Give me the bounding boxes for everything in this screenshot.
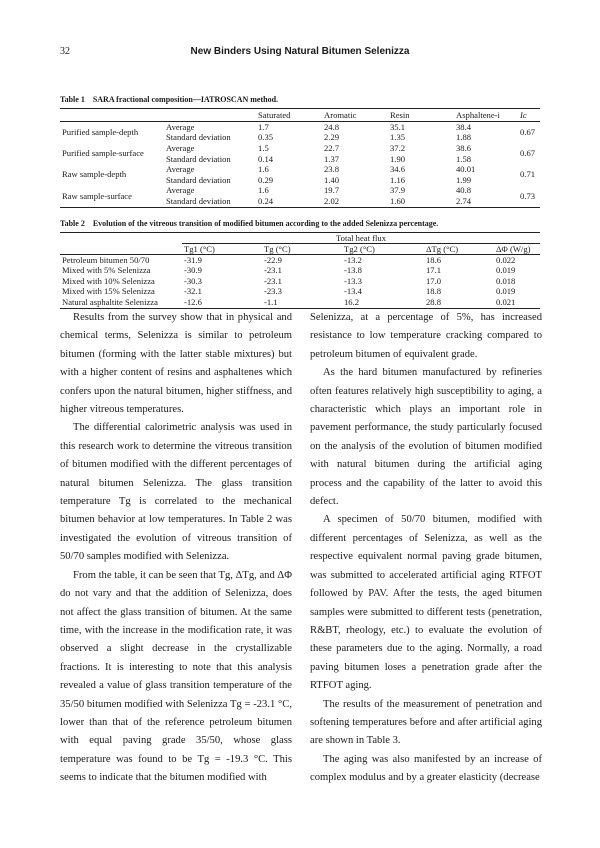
saturated-value: 1.6 [258, 185, 269, 196]
saturated-value: 1.5 [258, 142, 269, 153]
delta-phi-value: 0.019 [496, 286, 516, 297]
tg2-value: 16.2 [344, 296, 360, 307]
statistic-label: Standard deviation [166, 195, 231, 206]
body-paragraph: A specimen of 50/70 bitumen, modified with different percentages of Selenizza, as well as the respective equivalent normal paving grade bitumen, was submitted to accelerated artificial aging RTFOT followed by PAV. After the tests, the aged bitumen samples were submitted to different tests (penetration, R&BT, rheology, etc.) to evaluate the evolution of these parameters due to the aging. Normally, a road paving bitumen loses a penetration grade after the RTFOT aging. [310, 514, 542, 692]
table1-header-row [60, 109, 540, 122]
aromatic-value: 24.8 [324, 121, 340, 132]
statistic-label: Average [166, 164, 195, 175]
statistic-label: Standard deviation [166, 153, 231, 164]
col-resin: Resin [390, 109, 410, 120]
delta-tg-value: 18.8 [426, 286, 442, 297]
vitreous-transition-table [60, 232, 540, 309]
table1-caption [60, 95, 278, 105]
sample-name: Purified sample-depth [62, 127, 139, 138]
sample-name: Mixed with 5% Selenizza [62, 265, 151, 276]
resin-value: 1.60 [390, 195, 406, 206]
resin-value: 35.1 [390, 121, 406, 132]
aromatic-value: 2.29 [324, 132, 340, 143]
table-row [60, 122, 540, 133]
delta-phi-value: 0.019 [496, 265, 516, 276]
col-tg: Tg (°C) [264, 243, 291, 254]
statistic-label: Standard deviation [166, 132, 231, 143]
tg2-value: -13.2 [344, 254, 362, 265]
body-paragraph: As the hard bitumen manufactured by refineries often features relatively high susceptibility to aging, a characteristic which plays an important role in pavement performance, the study particularly focused on the analysis of the evolution of bitumen modified with natural bitumen during the artificial aging process and the capability of the latter to avoid this defect. [310, 367, 542, 508]
body-paragraph: From the table, it can be seen that Tg, ΔTg, and ΔΦ do not vary and that the addition of Selenizza, does not affect the glass transition of bitumen. At the same time, with the increase in the modification rate, it was observed a slight decrease in the crystallizable fractions. It is interesting to note that this analysis revealed a value of glass transition temperature of the 35/50 bitumen modified with Selenizza Tg = -23.1 °C, lower than that of the reference petroleum bitumen with equal paving grade 35/50, whose glass temperature was found to be Tg = -19.3 °C. This seems to indicate that the bitumen modified with [60, 569, 292, 784]
page-number: 32 [60, 46, 70, 57]
saturated-value: 1.7 [258, 121, 269, 132]
aromatic-value: 2.02 [324, 195, 340, 206]
asphaltene-value: 38.4 [456, 121, 472, 132]
sample-name: Purified sample-surface [62, 148, 144, 159]
table1-label: Table 1 [60, 95, 85, 104]
table-row [60, 255, 540, 266]
table-row [60, 164, 540, 175]
sample-name: Mixed with 15% Selenizza [62, 286, 155, 297]
table2-caption [60, 219, 438, 229]
table-row [60, 143, 540, 154]
tg-value: -23.3 [264, 286, 282, 297]
resin-value: 37.2 [390, 142, 406, 153]
ic-value: 0.71 [520, 169, 536, 180]
body-paragraph: The results of the measurement of penetration and softening temperatures before and after artificial aging are shown in Table 3. [310, 698, 542, 747]
sample-name: Mixed with 10% Selenizza [62, 275, 155, 286]
ic-value: 0.73 [520, 190, 536, 201]
tg2-value: -13.4 [344, 286, 362, 297]
table1-caption-text: SARA fractional composition—IATROSCAN method. [92, 95, 279, 104]
asphaltene-value: 40.8 [456, 185, 472, 196]
tg-value: -22.9 [264, 254, 282, 265]
saturated-value: 1.6 [258, 164, 269, 175]
sara-table [60, 108, 540, 208]
aromatic-value: 19.7 [324, 185, 340, 196]
resin-value: 1.35 [390, 132, 406, 143]
body-paragraph: The differential calorimetric analysis was used in this research work to determine the vitreous transition of bitumen modified with the different percentages of natural bitumen Selenizza. The glass transition temperature Tg is correlated to the mechanical bitumen behavior at low temperatures. In Table 2 was investigated the evolution of vitreous transition of 50/70 samples modified with Selenizza. [60, 422, 292, 563]
resin-value: 34.6 [390, 164, 406, 175]
aromatic-value: 22.7 [324, 142, 340, 153]
body-paragraph: The aging was also manifested by an increase of complex modulus and by a greater elasticity (decrease [310, 753, 542, 784]
delta-tg-value: 28.8 [426, 296, 442, 307]
table2-label: Table 2 [60, 219, 85, 228]
saturated-value: 0.24 [258, 195, 274, 206]
body-column-left [60, 309, 292, 788]
group-header-total-heat-flux: Total heat flux [182, 233, 540, 244]
table-row [60, 297, 540, 308]
col-tg1: Tg1 (°C) [184, 243, 215, 254]
asphaltene-value: 2.74 [456, 195, 472, 206]
page-header [60, 46, 540, 60]
asphaltene-value: 38.6 [456, 142, 472, 153]
asphaltene-value: 1.88 [456, 132, 472, 143]
tg-value: -1.1 [264, 296, 278, 307]
delta-tg-value: 18.6 [426, 254, 442, 265]
body-paragraph: Results from the survey show that in physical and chemical terms, Selenizza is similar to petroleum bitumen (forming with the latter stable mixtures) but with a higher content of resins and asphaltenes which confers upon the natural bitumen, higher stiffness, and higher vitreous temperatures. [60, 312, 292, 416]
statistic-label: Average [166, 185, 195, 196]
saturated-value: 0.35 [258, 132, 274, 143]
ic-value: 0.67 [520, 127, 536, 138]
body-paragraph: Selenizza, at a percentage of 5%, has increased resistance to low temperature cracking compared to petroleum bitumen of equivalent grade. [310, 312, 542, 360]
asphaltene-value: 40.01 [456, 164, 476, 175]
tg1-value: -30.3 [184, 275, 202, 286]
delta-phi-value: 0.018 [496, 275, 516, 286]
aromatic-value: 1.40 [324, 174, 340, 185]
aromatic-value: 1.37 [324, 153, 340, 164]
ic-value: 0.67 [520, 148, 536, 159]
resin-value: 37.9 [390, 185, 406, 196]
col-aromatic: Aromatic [324, 109, 357, 120]
sample-name: Raw sample-depth [62, 169, 127, 180]
tg-value: -23.1 [264, 275, 282, 286]
asphaltene-value: 1.58 [456, 153, 472, 164]
table2-header-row [60, 244, 540, 255]
col-delta-tg: ΔTg (°C) [426, 243, 459, 254]
delta-tg-value: 17.0 [426, 275, 442, 286]
tg2-value: -13.8 [344, 265, 362, 276]
col-ic: Ic [520, 109, 527, 120]
saturated-value: 0.14 [258, 153, 274, 164]
statistic-label: Standard deviation [166, 174, 231, 185]
running-title: New Binders Using Natural Bitumen Selenizza [190, 46, 410, 57]
tg1-value: -31.9 [184, 254, 202, 265]
table-row [60, 287, 540, 298]
sample-name: Petroleum bitumen 50/70 [62, 254, 150, 265]
col-delta-phi: ΔΦ (W/g) [496, 243, 531, 254]
col-asphaltene: Asphaltene-i [456, 109, 500, 120]
table-row [60, 266, 540, 277]
table-row [60, 276, 540, 287]
aromatic-value: 23.8 [324, 164, 340, 175]
saturated-value: 0.29 [258, 174, 274, 185]
asphaltene-value: 1.99 [456, 174, 472, 185]
table1-body [60, 122, 540, 208]
delta-phi-value: 0.022 [496, 254, 516, 265]
statistic-label: Average [166, 142, 195, 153]
tg1-value: -12.6 [184, 296, 202, 307]
table2-group-row [60, 233, 540, 244]
body-column-right [310, 309, 542, 788]
col-saturated: Saturated [258, 109, 291, 120]
tg1-value: -30.9 [184, 265, 202, 276]
resin-value: 1.90 [390, 153, 406, 164]
sample-name: Natural asphaltite Selenizza [62, 296, 158, 307]
resin-value: 1.16 [390, 174, 406, 185]
delta-phi-value: 0.021 [496, 296, 516, 307]
col-tg2: Tg2 (°C) [344, 243, 375, 254]
table-row [60, 186, 540, 197]
table2-body [60, 255, 540, 309]
sample-name: Raw sample-surface [62, 190, 132, 201]
tg1-value: -32.1 [184, 286, 202, 297]
tg-value: -23.1 [264, 265, 282, 276]
delta-tg-value: 17.1 [426, 265, 442, 276]
tg2-value: -13.3 [344, 275, 362, 286]
table2-caption-text: Evolution of the vitreous transition of modified bitumen according to the added Selenizza percentage. [92, 219, 439, 228]
statistic-label: Average [166, 121, 195, 132]
